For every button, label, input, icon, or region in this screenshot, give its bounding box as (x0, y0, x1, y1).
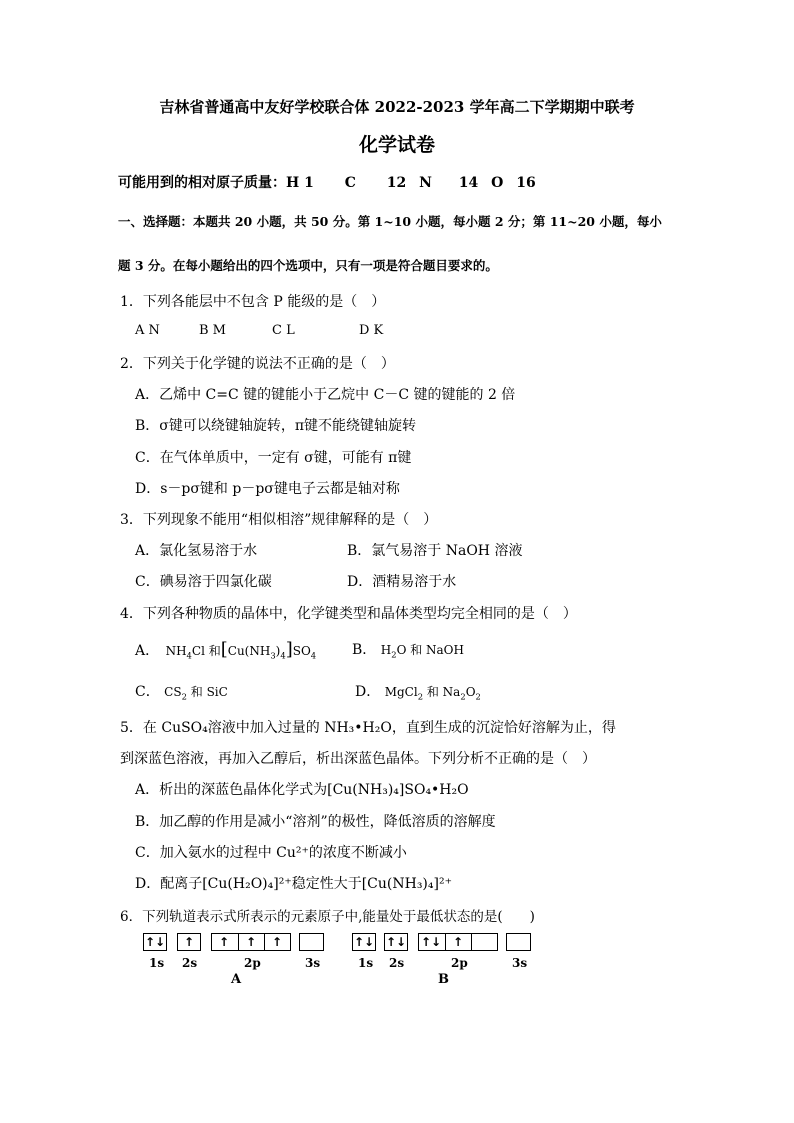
label-b-1s: 1s (358, 956, 374, 970)
q3-option-b: B．氯气易溶于 NaOH 溶液 (347, 543, 523, 559)
orbital-a-2s: ↑ (177, 933, 201, 951)
q2-option-a: A．乙烯中 C=C 键的键能小于乙烷中 C－C 键的键能的 2 倍 (135, 387, 516, 403)
section-instructions-line1: 一、选择题：本题共 20 小题，共 50 分。第 1~10 小题，每小题 2 分；第 11~20 小题，每小 (118, 214, 662, 229)
orbital-a-1s: ↑↓ (144, 935, 166, 949)
orbital-a-2p-3: ↑ (271, 935, 283, 949)
label-b-2s: 2s (389, 956, 405, 970)
q4-a-formula1b: Cl 和 (191, 644, 221, 658)
q4-c-formula2: 和 SiC (190, 685, 228, 699)
orbital-a-2p-1: ↑ (218, 935, 230, 949)
diagram-a-label: A (231, 972, 242, 987)
q4-a-formula3: SO (292, 644, 311, 658)
q5-option-c: C．加入氨水的过程中 Cu²⁺的浓度不断减小 (135, 845, 407, 861)
q3-option-a: A．氯化氢易溶于水 (135, 543, 258, 559)
q4-option-b: B． $H_2O$ 和 NaOH (352, 642, 464, 660)
q4-b-label: B． (352, 642, 377, 658)
q4-d-label: D． (355, 684, 381, 700)
q1-option-c: C L (272, 323, 295, 338)
q4-option-d: D． MgCl$_2$ 和 $Na_2O_2$ (355, 684, 481, 702)
mass-n-value: 14 (458, 175, 479, 191)
label-b-2p: 2p (451, 956, 468, 970)
q2-option-b: B．σ键可以绕键轴旋转，π键不能绕键轴旋转 (135, 418, 417, 434)
label-a-2p: 2p (244, 956, 261, 970)
q2-stem: 2．下列关于化学键的说法不正确的是（ ） (120, 356, 395, 372)
label-a-3s: 3s (305, 956, 321, 970)
q5-option-d: D．配离子[Cu(H₂O)₄]²⁺稳定性大于[Cu(NH₃)₄]²⁺ (135, 876, 452, 892)
label-b-3s: 3s (512, 956, 528, 970)
orbital-a-2p (211, 933, 291, 951)
q4-b-formula2: O 和 NaOH (396, 643, 464, 657)
section-instructions-line2: 题 3 分。在每小题给出的四个选项中，只有一项是符合题目要求的。 (118, 258, 498, 273)
orbital-b-2p-1: ↑↓ (420, 935, 442, 949)
q4-stem: 4．下列各种物质的晶体中，化学键类型和晶体类型均完全相同的是（ ） (120, 606, 577, 622)
mass-c-value: 12 (386, 175, 407, 191)
orbital-b-2s: ↑↓ (385, 935, 407, 949)
q4-d-formula2: 和 Na (426, 685, 461, 699)
q4-a-label: A． (135, 643, 160, 659)
diagram-b-label: B (438, 972, 449, 987)
label-a-2s: 2s (182, 956, 198, 970)
q1-stem: 1．下列各能层中不包含 P 能级的是（ ） (120, 294, 386, 310)
mass-o: O (491, 175, 504, 191)
q5-option-a: A．析出的深蓝色晶体化学式为[Cu(NH₃)₄]SO₄•H₂O (135, 782, 469, 798)
q2-option-d: D．s－pσ键和 p－pσ键电子云都是轴对称 (135, 481, 400, 497)
q5-option-b: B．加乙醇的作用是减小“溶剂”的极性，降低溶质的溶解度 (135, 814, 496, 830)
subject-title: 化学试卷 (358, 134, 435, 156)
orbital-a-3s (299, 933, 324, 951)
mass-h: H 1 (286, 175, 314, 191)
orbital-b-3s (506, 933, 531, 951)
q4-c-formula1: CS (164, 685, 182, 699)
mass-o-value: 16 (516, 175, 536, 191)
q2-option-c: C．在气体单质中，一定有 σ键，可能有 π键 (135, 450, 412, 466)
label-a-1s: 1s (149, 956, 165, 970)
q3-option-c: C．碘易溶于四氯化碳 (135, 574, 272, 590)
q4-d-formula1: MgCl (384, 685, 418, 699)
q4-c-label: C． (135, 684, 160, 700)
q6-stem: 6．下列轨道表示式所表示的元素原子中,能量处于最低状态的是( ) (120, 909, 535, 925)
q5-stem-line2: 到深蓝色溶液，再加入乙醇后，析出深蓝色晶体。下列分析不正确的是（ ） (120, 751, 596, 767)
q1-option-b: B M (199, 323, 226, 338)
q4-a-formula1: NH (165, 644, 187, 658)
q4-option-a: A． $NH_4Cl$ 和$[Cu(NH_3)_4]SO_4$ (135, 639, 317, 661)
q1-option-a: A N (135, 323, 160, 338)
atomic-masses (118, 172, 536, 192)
orbital-b-1s: ↑↓ (353, 935, 375, 949)
q4-a-formula2: Cu(NH (227, 644, 271, 658)
q5-stem-line1: 5．在 CuSO₄溶液中加入过量的 NH₃•H₂O，直到生成的沉淀恰好溶解为止，得 (120, 720, 616, 736)
mass-c: C (344, 175, 356, 191)
orbital-b-2p-2: ↑ (452, 935, 464, 949)
q4-d-formula3: O (465, 685, 476, 699)
orbital-b-2p-3 (472, 934, 496, 950)
mass-n: N (419, 175, 432, 191)
q4-option-c: C． $CS_2$ 和 SiC (135, 684, 228, 702)
atomic-label: 可能用到的相对原子质量： (118, 175, 286, 191)
q1-option-d: D K (359, 323, 384, 338)
q3-stem: 3．下列现象不能用“相似相溶”规律解释的是（ ） (120, 512, 438, 528)
q3-option-d: D．酒精易溶于水 (347, 574, 457, 590)
exam-title: 吉林省普通高中友好学校联合体 2022-2023 学年高二下学期期中联考 (159, 98, 635, 116)
orbital-b-2p (418, 933, 498, 951)
orbital-a-2p-2: ↑ (245, 935, 257, 949)
q4-b-formula1: H (380, 643, 392, 657)
